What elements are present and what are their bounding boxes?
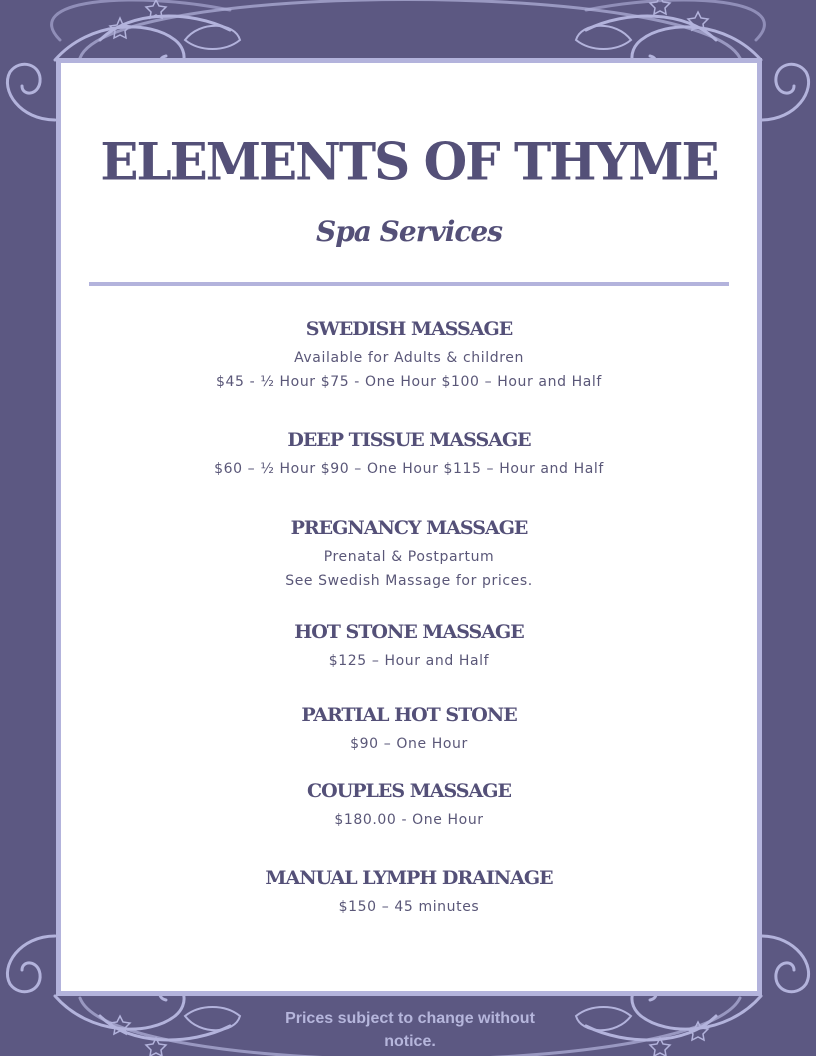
service-price: See Swedish Massage for prices. <box>285 573 533 589</box>
service-name: DEEP TISSUE MASSAGE <box>287 429 531 451</box>
leaf-icon <box>576 26 631 49</box>
service-name: SWEDISH MASSAGE <box>305 318 513 340</box>
leaf-icon <box>185 1007 240 1030</box>
service-detail: Available for Adults & children <box>294 350 524 366</box>
service-name: MANUAL LYMPH DRAINAGE <box>265 867 553 889</box>
leaf-icon <box>185 26 240 49</box>
service-partial-hot-stone <box>61 704 757 756</box>
swirl-ornament-icon <box>761 64 809 120</box>
service-swedish-massage <box>61 318 757 394</box>
service-price: $60 – ½ Hour $90 – One Hour $115 – Hour and Half <box>214 461 604 477</box>
service-price: $45 - ½ Hour $75 - One Hour $100 – Hour and Half <box>216 374 602 390</box>
swirl-ornament-icon <box>7 936 55 992</box>
service-manual-lymph-drainage <box>61 867 757 919</box>
swirl-ornament-icon <box>7 64 55 120</box>
divider <box>89 282 729 286</box>
star-icon <box>110 1016 130 1034</box>
swirl-ornament-icon <box>761 936 809 992</box>
leaf-icon <box>576 1007 631 1030</box>
service-deep-tissue-massage <box>61 429 757 481</box>
service-name: PREGNANCY MASSAGE <box>290 517 528 539</box>
service-price: $90 – One Hour <box>350 736 468 752</box>
service-price: $125 – Hour and Half <box>328 653 490 669</box>
service-price: $150 – 45 minutes <box>338 899 480 915</box>
page-subtitle: Spa Services <box>315 215 502 248</box>
background-arc-top <box>80 0 740 58</box>
service-couples-massage <box>61 780 757 832</box>
footer-note: Prices subject to change without notice. <box>285 1010 535 1050</box>
service-hot-stone-massage <box>61 621 757 673</box>
service-detail: Prenatal & Postpartum <box>323 549 495 565</box>
service-name: COUPLES MASSAGE <box>307 780 511 802</box>
service-pregnancy-massage <box>61 517 757 593</box>
page-title: ELEMENTS OF THYME <box>100 131 718 192</box>
service-name: PARTIAL HOT STONE <box>301 704 517 726</box>
service-price: $180.00 - One Hour <box>334 812 484 828</box>
service-name: HOT STONE MASSAGE <box>294 621 524 643</box>
menu-panel <box>56 58 762 996</box>
